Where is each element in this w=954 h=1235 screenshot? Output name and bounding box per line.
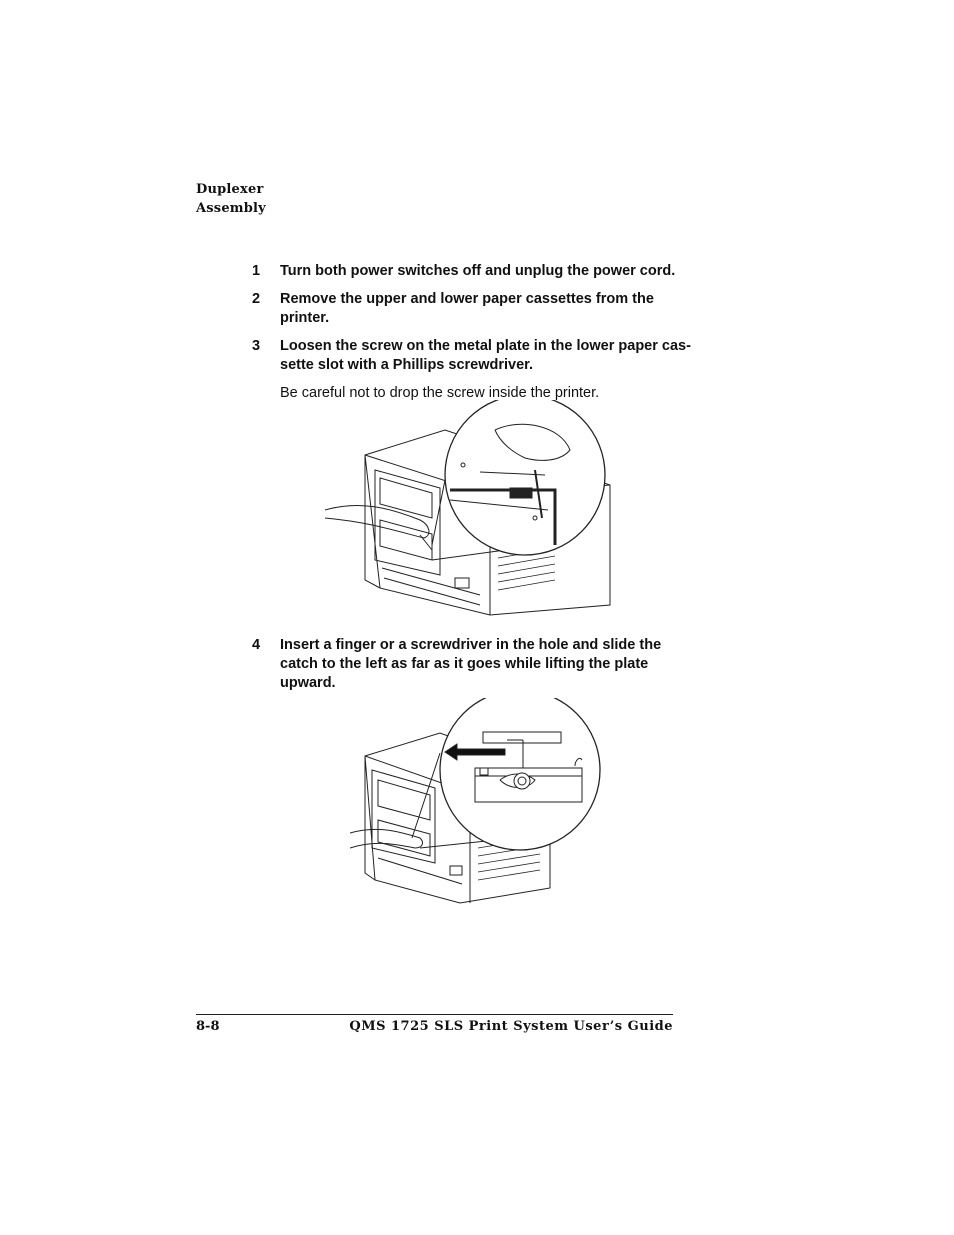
- section-heading: [196, 180, 266, 218]
- step-text-line: Insert a finger or a screwdriver in the hole and slide the: [280, 637, 662, 653]
- section-heading-line-2: Assembly: [196, 201, 266, 216]
- screw-removal-illustration: [320, 400, 620, 622]
- page-number: 8-8: [196, 1019, 220, 1034]
- step-text-line: upward.: [280, 675, 336, 691]
- step-text-line: sette slot with a Phillips screwdriver.: [280, 357, 534, 373]
- step-text-line: printer.: [280, 310, 330, 326]
- step-number: 4: [252, 637, 261, 653]
- footer-guide-title: QMS 1725 SLS Print System User’s Guide: [349, 1019, 673, 1034]
- step-text-line: Remove the upper and lower paper cassettes from the: [280, 291, 654, 307]
- catch-slide-illustration: [350, 698, 605, 908]
- step-text-line: Loosen the screw on the metal plate in the lower paper cas-: [280, 338, 691, 354]
- step-text-line: Turn both power switches off and unplug the power cord.: [280, 263, 676, 279]
- step-number: 2: [252, 291, 261, 307]
- section-heading-line-1: Duplexer: [196, 182, 264, 197]
- step-text-line: catch to the left as far as it goes while lifting the plate: [280, 656, 649, 672]
- step-number: 3: [252, 338, 261, 354]
- footer-divider: [196, 1014, 673, 1015]
- caution-note: Be careful not to drop the screw inside the printer.: [280, 385, 600, 401]
- step-number: 1: [252, 263, 261, 279]
